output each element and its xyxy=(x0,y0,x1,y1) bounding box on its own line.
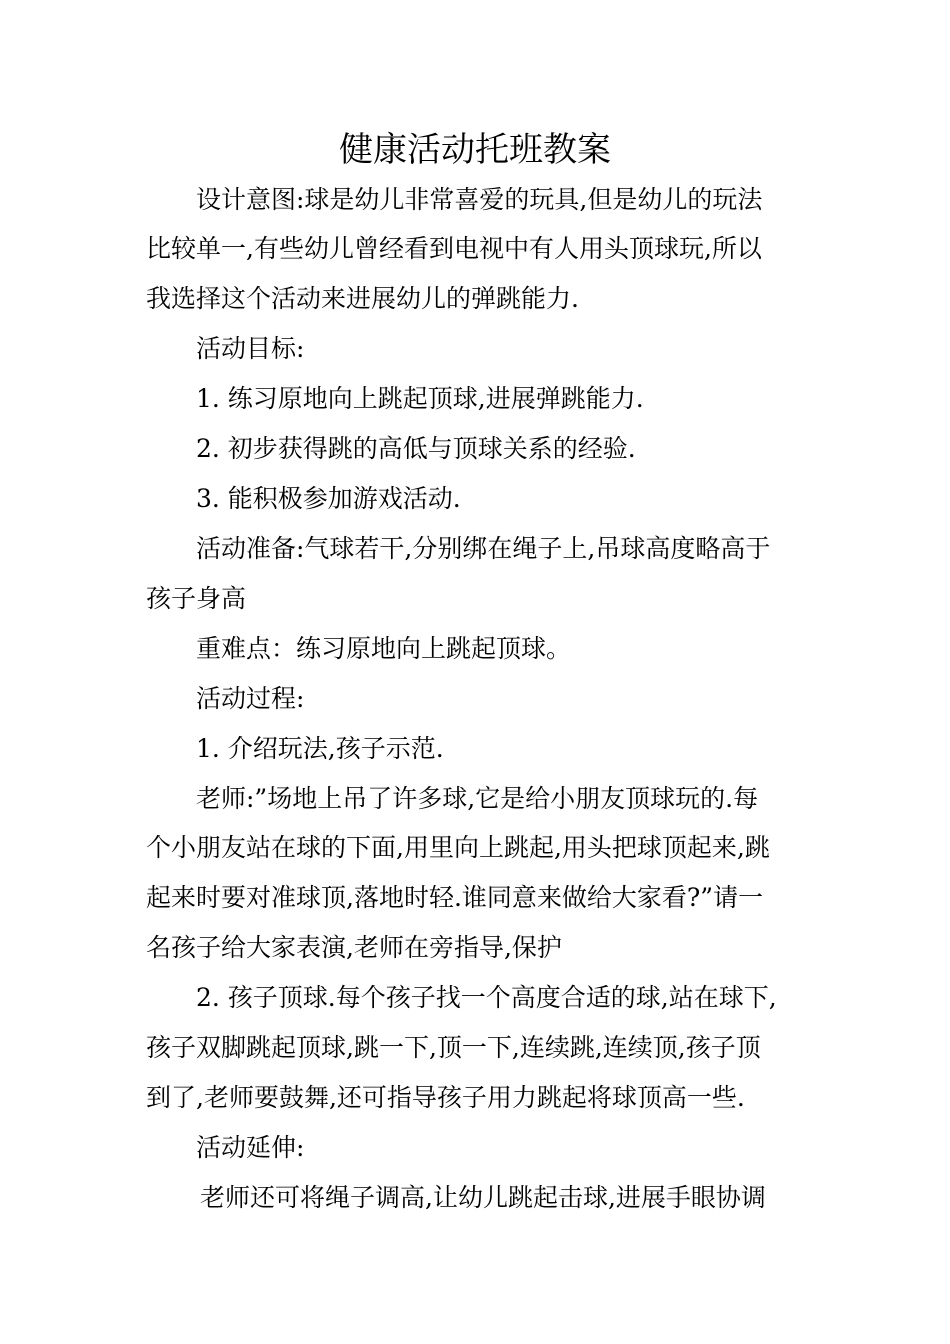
section-heading: 活动目标: xyxy=(196,334,305,363)
section-heading: 活动延伸: xyxy=(196,1133,305,1162)
paragraph-line: 比较单一,有些幼儿曾经看到电视中有人用头顶球玩,所以 xyxy=(146,234,762,263)
list-item: 3. 能积极参加游戏活动. xyxy=(196,484,461,513)
paragraph-line: 我选择这个活动来进展幼儿的弹跳能力. xyxy=(146,284,579,313)
paragraph-line: 名孩子给大家表演,老师在旁指导,保护 xyxy=(146,933,562,962)
section-heading: 活动过程: xyxy=(196,684,305,713)
paragraph-line: 孩子双脚跳起顶球,跳一下,顶一下,连续跳,连续顶,孩子顶 xyxy=(146,1033,761,1062)
list-item: 1. 练习原地向上跳起顶球,进展弹跳能力. xyxy=(196,384,644,413)
paragraph-line: 老师还可将绳子调高,让幼儿跳起击球,进展手眼协调 xyxy=(200,1183,766,1212)
paragraph-line: 重难点：练习原地向上跳起顶球。 xyxy=(196,634,572,663)
list-item: 1. 介绍玩法,孩子示范. xyxy=(196,734,444,763)
paragraph-line: 活动准备:气球若干,分别绑在绳子上,吊球高度略高于 xyxy=(196,534,771,563)
paragraph-line: 到了,老师要鼓舞,还可指导孩子用力跳起将球顶高一些. xyxy=(146,1083,745,1112)
paragraph-line: 起来时要对准球顶,落地时轻.谁同意来做给大家看?”请一 xyxy=(146,883,764,912)
document-title: 健康活动托班教案 xyxy=(339,130,611,170)
paragraph-line: 孩子身高 xyxy=(146,584,247,613)
paragraph-line: 设计意图:球是幼儿非常喜爱的玩具,但是幼儿的玩法 xyxy=(196,185,763,214)
paragraph-line: 个小朋友站在球的下面,用里向上跳起,用头把球顶起来,跳 xyxy=(146,833,770,862)
list-item: 2. 孩子顶球.每个孩子找一个高度合适的球,站在球下, xyxy=(196,983,777,1012)
list-item: 2. 初步获得跳的高低与顶球关系的经验. xyxy=(196,434,636,463)
paragraph-line: 老师:”场地上吊了许多球,它是给小朋友顶球玩的.每 xyxy=(196,784,759,813)
